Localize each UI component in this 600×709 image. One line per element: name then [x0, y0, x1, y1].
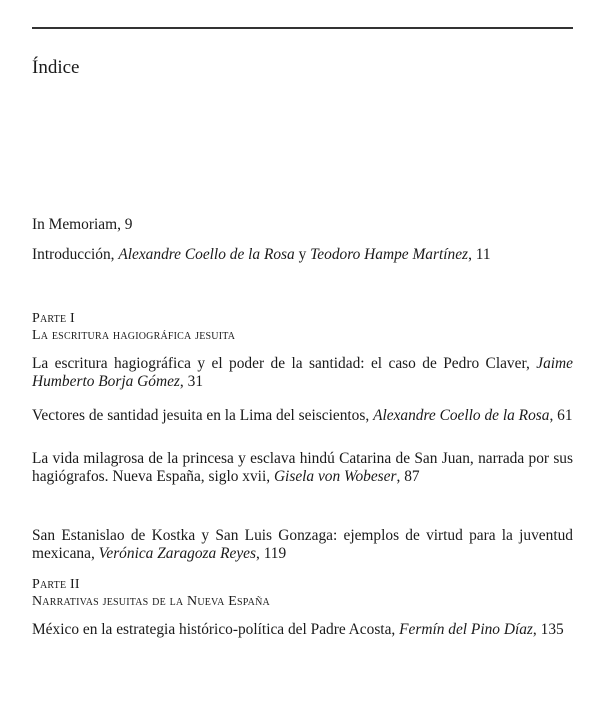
separator: , — [117, 216, 125, 233]
separator: , — [266, 467, 274, 485]
conjunction: y — [298, 246, 307, 263]
entry-page: 11 — [475, 246, 491, 263]
toc-entry — [32, 527, 573, 562]
separator: , — [532, 621, 541, 638]
entry-page: 135 — [540, 621, 564, 638]
entry-page: 61 — [557, 407, 573, 424]
toc-entry — [32, 450, 573, 485]
entry-title: La vida milagrosa de la princesa y esclava hindú Catarina de San Juan, narrada por sus hagiógrafos. Nueva España, siglo xvii — [32, 450, 573, 485]
entry-author: Alexandre Coello de la Rosa — [118, 246, 295, 263]
entry-author: Verónica Zaragoza Reyes — [98, 544, 256, 562]
entry-page: 31 — [187, 372, 204, 390]
entry-author: Alexandre Coello de la Rosa — [373, 407, 550, 424]
toc-entry — [32, 355, 573, 390]
part-heading — [32, 576, 270, 610]
separator: , — [255, 544, 264, 562]
part-subtitle: La escritura hagiográfica jesuita — [32, 328, 236, 343]
entry-title: México en la estrategia histórico-política del Padre Acosta — [32, 621, 392, 638]
separator: , — [468, 246, 476, 263]
toc-entry — [32, 246, 598, 264]
part-label: Parte II — [32, 577, 80, 592]
entry-page: 9 — [124, 216, 133, 233]
toc-entry — [32, 216, 573, 234]
entry-title: In Memoriam — [32, 216, 118, 233]
separator: , — [525, 355, 537, 372]
separator: , — [365, 407, 374, 424]
toc-entry — [32, 407, 573, 425]
separator: , — [179, 372, 188, 390]
entry-title: Vectores de santidad jesuita en la Lima del seiscientos — [32, 407, 366, 424]
toc-entry — [32, 621, 573, 639]
part-heading — [32, 310, 235, 344]
separator: , — [110, 246, 119, 263]
entry-author: Jaime Humberto Borja Gómez — [32, 355, 573, 390]
entry-title: San Estanislao de Kostka y San Luis Gonzaga: ejemplos de virtud para la juventud mexicana — [32, 527, 573, 562]
part-subtitle: Narrativas jesuitas de la Nueva España — [32, 594, 270, 609]
entry-author: Gisela von Wobeser — [273, 467, 397, 485]
entry-title: La escritura hagiográfica y el poder de la santidad: el caso de Pedro Claver — [32, 355, 526, 372]
separator: , — [90, 544, 99, 562]
entry-page: 119 — [263, 544, 287, 562]
entry-page: 87 — [404, 467, 420, 485]
entry-author: Teodoro Hampe Martínez — [310, 246, 469, 263]
separator: , — [391, 621, 400, 638]
page-title: Índice — [32, 57, 80, 78]
separator: , — [396, 467, 405, 485]
part-label: Parte I — [32, 311, 75, 326]
top-rule — [32, 27, 573, 29]
entry-author: Fermín del Pino Díaz — [399, 621, 533, 638]
separator: , — [549, 407, 558, 424]
entry-title: Introducción — [32, 246, 111, 263]
